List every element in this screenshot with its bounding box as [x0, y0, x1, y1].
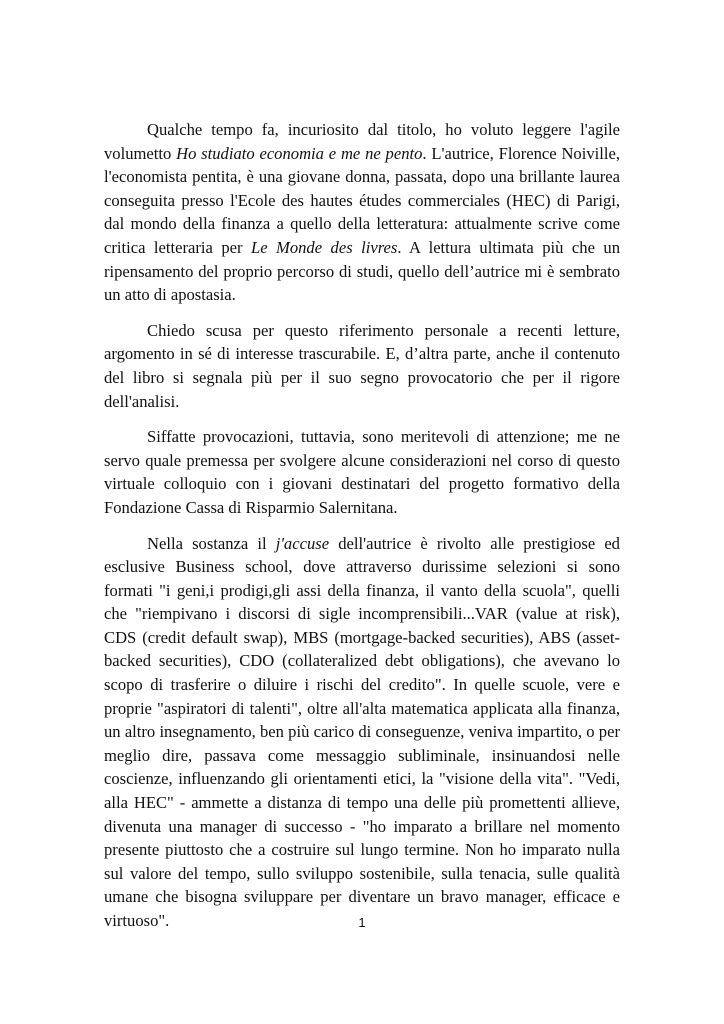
paragraph-4-text-2: dell'autrice è rivolto alle prestigiose ed esclusive Business school, dove attraverso durissime selezioni si sono formati "i geni,i prodigi,gli assi della finanza, il vanto della scuola", quelli che "riempivano i discorsi di sigle incomprensibili...VAR (value at risk), CDS (credit default swap), MBS (mortgage-backed securities), ABS (asset-backed securities), CDO (collateralized debt obligations), che avevano lo scopo di trasferire o diluire i rischi del credito". In quelle scuole, vere e proprie "aspiratori di talenti", oltre all'alta matematica applicata alla finanza, un altro insegnamento, ben più carico di conseguenze, veniva impartito, o per meglio dire, passava come messaggio subliminale, insinuandosi nelle coscienze, influenzando gli orientamenti etici, la "visione della vita". "Vedi, alla HEC" - ammette a distanza di tempo una delle più promettenti allieve, divenuta una manager di successo - "ho imparato a brillare nel momento presente piuttosto che a costruire sul lungo termine. Non ho imparato nulla sul valore del tempo, sullo sviluppo sostenibile, sulla tenacia, sulle qualità umane che bisogna sviluppare per diventare un bravo manager, efficace e virtuoso". [104, 533, 620, 930]
paragraph-1 [104, 118, 620, 307]
paragraph-1-text-2: . L'autrice, Florence Noiville, l'economista pentita, è una giovane donna, passata, dopo una brillante laurea conseguita presso l'Ecole des hautes études commerciales (HEC) di Parigi, dal mondo della finanza a quello della letteratura: attualmente scrive come critica letteraria per [104, 143, 620, 257]
page-number: 1 [358, 915, 366, 930]
paragraph-3-text: Siffatte provocazioni, tuttavia, sono meritevoli di attenzione; me ne servo quale premessa per svolgere alcune considerazioni nel corso di questo virtuale colloquio con i giovani destinatari del progetto formativo della Fondazione Cassa di Risparmio Salernitana. [104, 427, 620, 517]
paragraph-4 [104, 532, 620, 933]
publication-title-italic: Le Monde des livres [250, 237, 398, 257]
paragraph-1-text-3: . A lettura ultimata più che un ripensamento del proprio percorso di studi, quello dell’autrice mi è sembrato un atto di apostasia. [104, 237, 620, 305]
paragraph-1-text-1: Qualche tempo fa, incuriosito dal titolo, ho voluto leggere l'agile volumetto [104, 120, 620, 163]
paragraph-4-text-1: Nella sostanza il [147, 533, 276, 553]
paragraph-2 [104, 319, 620, 413]
paragraph-2-text: Chiedo scusa per questo riferimento personale a recenti letture, argomento in sé di interesse trascurabile. E, d’altra parte, anche il contenuto del libro si segnala più per il suo segno provocatorio che per il rigore dell'analisi. [104, 320, 620, 411]
document-page [104, 118, 620, 945]
book-title-italic: Ho studiato economia e me ne pento [176, 143, 423, 163]
paragraph-3 [104, 425, 620, 519]
jaccuse-italic: j'accuse [275, 533, 330, 553]
